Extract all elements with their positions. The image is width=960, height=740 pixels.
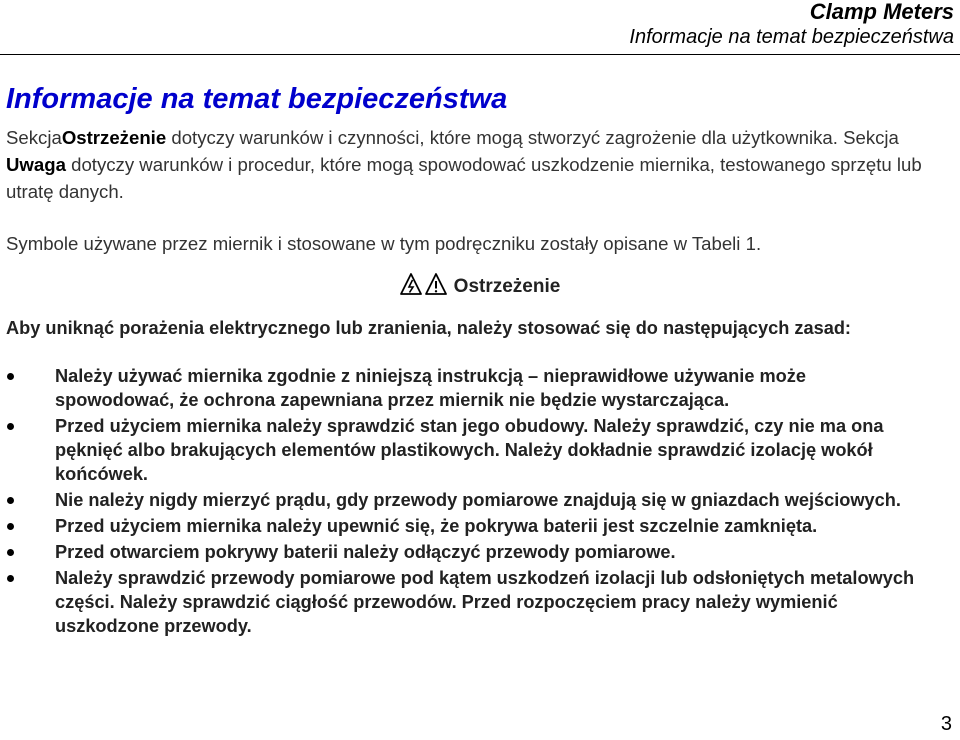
bullet-icon: [7, 373, 14, 380]
intro-text: dotyczy warunków i czynności, które mogą stworzyć zagrożenie dla użytkownika. Sekcja: [166, 127, 899, 148]
rule-text: Nie należy nigdy mierzyć prądu, gdy przewody pomiarowe znajdują się w gniazdach wejściowych.: [55, 490, 901, 510]
rule-text: Przed użyciem miernika należy sprawdzić stan jego obudowy. Należy sprawdzić, czy nie ma ona pęknięć albo brakujących elementów plastikowych. Należy dokładnie sprawdzić izolację wokół końcówek.: [55, 416, 884, 484]
list-item: [0, 514, 930, 538]
rule-text: Przed użyciem miernika należy upewnić się, że pokrywa baterii jest szczelnie zamknięta.: [55, 516, 818, 536]
list-item: [0, 488, 930, 512]
rule-text: Należy używać miernika zgodnie z niniejszą instrukcją – nieprawidłowe używanie może spowodować, że ochrona zapewniana przez miernik nie będzie wystarczająca.: [55, 366, 806, 410]
warning-icons: [400, 273, 448, 303]
term-caution: Uwaga: [6, 154, 66, 175]
shock-warning-icon: [401, 274, 421, 294]
intro-text: dotyczy warunków i procedur, które mogą spowodować uszkodzenie miernika, testowanego sprzętu lub utratę danych.: [6, 154, 922, 202]
page-number: 3: [940, 713, 952, 735]
rule-text: Przed otwarciem pokrywy baterii należy odłączyć przewody pomiarowe.: [55, 542, 676, 562]
safety-rules-list: [0, 364, 930, 640]
intro-paragraph: [6, 124, 954, 205]
bullet-icon: [7, 423, 14, 430]
list-item: [0, 414, 930, 486]
header-divider: [0, 54, 960, 55]
caution-warning-icon: [426, 274, 446, 294]
bullet-icon: [7, 497, 14, 504]
page-header: [629, 0, 954, 50]
section-title: Informacje na temat bezpieczeństwa: [6, 83, 508, 115]
term-warning: Ostrzeżenie: [61, 127, 167, 148]
bullet-icon: [7, 575, 14, 582]
warning-icons-svg: [400, 273, 448, 295]
intro-text: Sekcja: [6, 127, 62, 148]
bullet-icon: [7, 549, 14, 556]
product-name: Clamp Meters: [809, 0, 954, 24]
bullet-icon: [7, 523, 14, 530]
list-item: [0, 566, 930, 638]
list-item: [0, 364, 930, 412]
rule-text: Należy sprawdzić przewody pomiarowe pod kątem uszkodzeń izolacji lub odsłoniętych metalowych części. Należy sprawdzić ciągłość przewodów. Przed rozpoczęciem pracy należy wymienić uszkodzone przewody.: [55, 568, 915, 636]
warning-lead: Aby uniknąć porażenia elektrycznego lub zranienia, należy stosować się do następujących zasad:: [6, 318, 851, 338]
symbols-paragraph: Symbole używane przez miernik i stosowane w tym podręczniku zostały opisane w Tabeli 1.: [6, 233, 762, 254]
warning-heading: [0, 273, 960, 303]
list-item: [0, 540, 930, 564]
warning-title: Ostrzeżenie: [453, 276, 561, 297]
header-subtitle: Informacje na temat bezpieczeństwa: [629, 26, 954, 48]
